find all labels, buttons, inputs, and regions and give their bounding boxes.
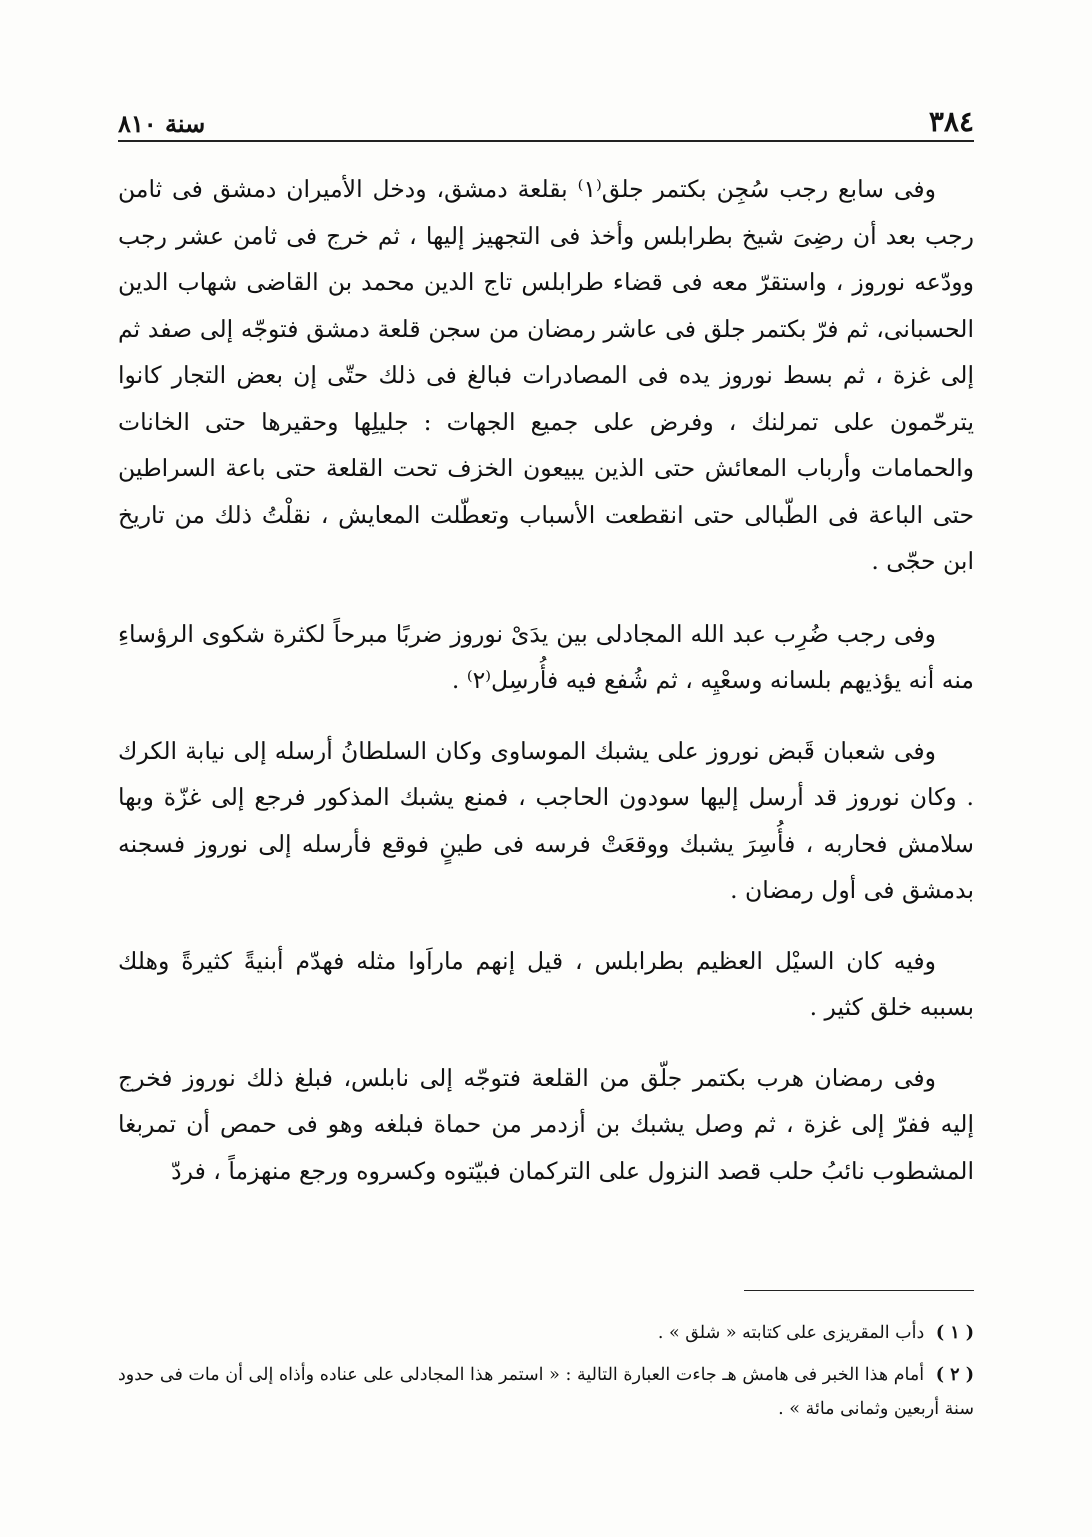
paragraph: وفيه كان السيْل العظيم بطرابلس ، قيل إنهم ماراَوا مثله فهدّم أبنيةً كثيرةً وهلك بسببه خلق كثير . — [118, 946, 974, 1021]
footnote — [118, 1316, 974, 1350]
paragraph: وفى شعبان قَبض نوروز على يشبك الموساوى وكان السلطانُ أرسله إلى نيابة الكرك . وكان نوروز قد أرسل إليها سودون الحاجب ، فمنع يشبك المذكور فرجع إلى غزّة وبها سلامش فحاربه ، فأُسِرَ يشبك ووقعَتْ فرسه فى طينٍ فوقع فأرسله إلى نوروز فسجنه بدمشق فى أول رمضان . — [118, 736, 974, 904]
paragraph: وفى رمضان هرب بكتمر جلّق من القلعة فتوجّه إلى نابلس، فبلغ ذلك نوروز فخرج إليه ففرّ إلى غزة ، ثم وصل يشبك بن أزدمر من حماة فبلغه وهو فى حمص أن تمربغا المشطوب نائبُ حلب قصد النزول على التركمان فبيّتوه وكسروه ورجع منهزماً ، فردّ — [118, 1063, 974, 1185]
footnote-text: دأب المقريزى على كتابته « شلق » . — [657, 1323, 925, 1343]
page-number: ٣٨٤ — [928, 105, 974, 138]
footnote-text: أمام هذا الخبر فى هامش هـ جاءت العبارة التالية : « استمر هذا المجادلى على عناده وأذاه إلى أن مات فى حدود سنة أربعين وثمانى مائة » . — [118, 1365, 974, 1419]
header-rule — [118, 140, 974, 142]
paragraph: وفى رجب ضُرِب عبد الله المجادلى بين يدَىْ نوروز ضربًا مبرحاً لكثرة شكوى الرؤساءِ منه أنه يؤذيهم بلسانه وسعْيِه ، ثم شُفع فيه فأُرسِل⁽٢⁾ . — [118, 619, 974, 694]
footnote-number: ( ٢ ) — [935, 1365, 974, 1385]
footnote-number: ( ١ ) — [935, 1323, 974, 1343]
running-header — [118, 92, 974, 138]
footnotes — [118, 1316, 974, 1434]
paragraph: وفى سابع رجب سُجِن بكتمر جلق⁽١⁾ بقلعة دمشق، ودخل الأميران دمشق فى ثامن رجب بعد أن رضِىَ شيخ بطرابلس وأخذ فى التجهيز إليها ، ثم خرج فى ثامن عشر رجب وودّعه نوروز ، واستقرّ معه فى قضاء طرابلس تاج الدين محمد بن القاضى شهاب الدين الحسبانى، ثم فرّ بكتمر جلق فى عاشر رمضان من سجن قلعة دمشق فتوجّه إلى صفد ثم إلى غزة ، ثم بسط نوروز يده فى المصادرات فبالغ فى ذلك حتّى إن بعض التجار كانوا يترحّمون على تمرلنك ، وفرض على جميع الجهات : جليلِها وحقيرها حتى الخانات والحمامات وأرباب المعائش حتى الذين يبيعون الخزف تحت القلعة حتى باعة السراطين حتى الباعة فى الطّبالى حتى انقطعت الأسباب وتعطّلت المعايش ، نقلْتُ ذلك من تاريخ ابن حجّى . — [118, 175, 974, 575]
main-text — [118, 166, 974, 1218]
footnote — [118, 1358, 974, 1426]
header-year: سنة ٨١٠ — [118, 109, 206, 138]
footnote-separator — [744, 1290, 974, 1291]
